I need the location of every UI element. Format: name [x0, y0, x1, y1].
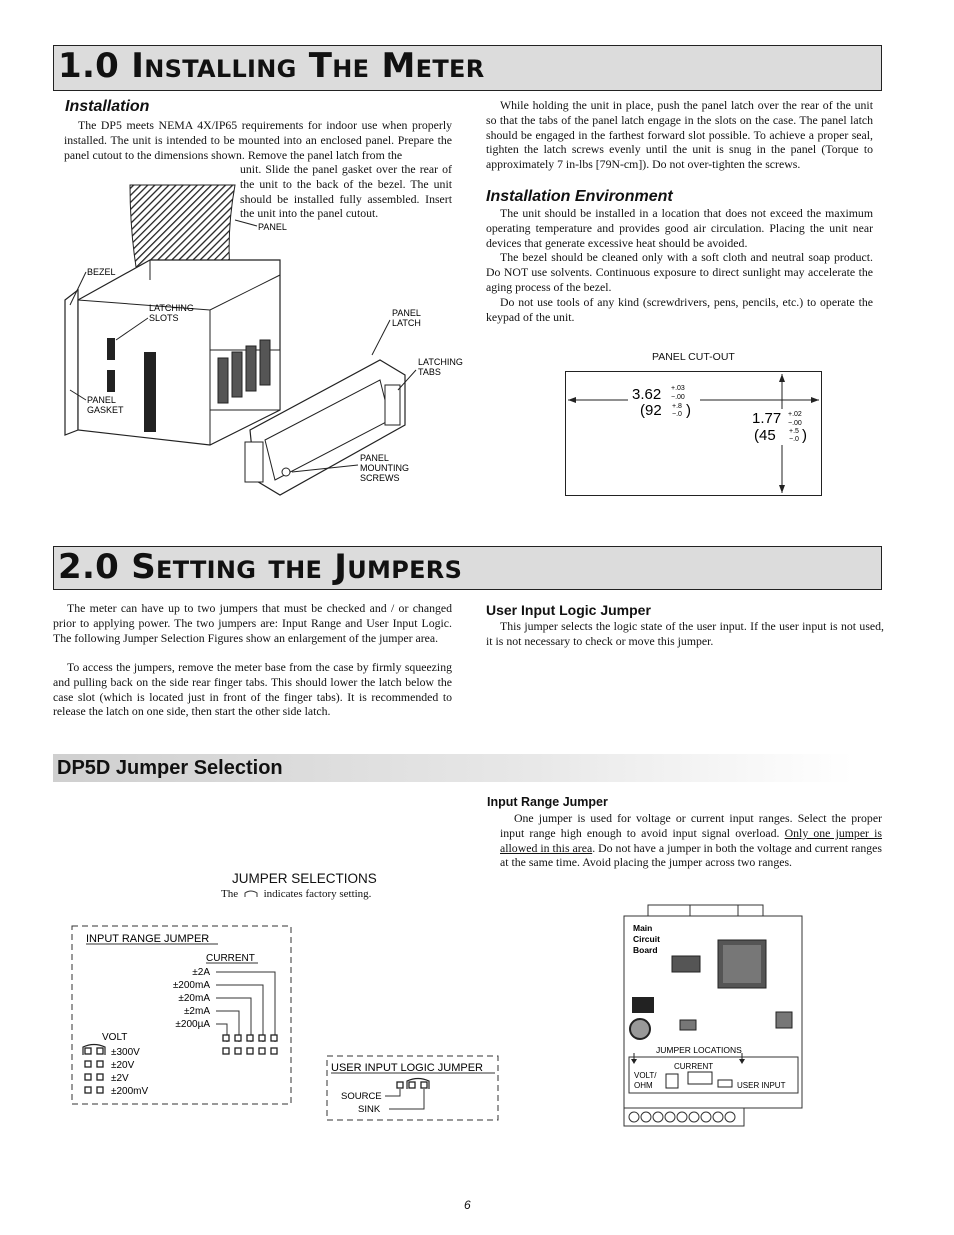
label-panel: PANEL — [258, 222, 287, 232]
cutout-height-mm-tol-minus: −.0 — [789, 436, 799, 443]
sink-label: SINK — [358, 1104, 381, 1115]
label-screws-1: PANEL — [360, 453, 389, 463]
label-latching-slots-1: LATCHING — [149, 303, 194, 313]
cutout-height-in-tol-plus: +.02 — [788, 411, 802, 418]
label-latching-slots-2: SLOTS — [149, 313, 179, 323]
main-circuit-board-figure — [620, 902, 810, 1130]
label-latching-tabs-1: LATCHING — [418, 357, 463, 367]
label-panel-gasket-1: PANEL — [87, 395, 116, 405]
board-title-1: Main — [633, 923, 653, 933]
volt-range-1: ±20V — [111, 1060, 135, 1071]
cutout-width-mm: (92 — [640, 402, 662, 419]
input-range-jumper-heading: Input Range Jumper — [487, 795, 608, 809]
label-bezel: BEZEL — [87, 267, 116, 277]
cutout-height-in: 1.77 — [752, 410, 782, 427]
installation-figure — [60, 180, 480, 510]
jumper-locations-label: JUMPER LOCATIONS — [656, 1045, 742, 1055]
current-loc-label: CURRENT — [674, 1062, 714, 1071]
installation-paragraph-b: unit. Slide the panel gasket over the rear of the unit to the back of the bezel. The unit should be installed fully assembled. Insert the unit into the panel cutout. — [240, 162, 452, 221]
terminal-block — [210, 340, 280, 410]
chip-small-3 — [776, 1012, 792, 1028]
source-label: SOURCE — [341, 1091, 382, 1102]
section-1-header — [53, 45, 882, 91]
current-range-0: ±2A — [192, 967, 210, 978]
section-1-title: 1.0 Installing The Meter — [58, 46, 485, 86]
volt-range-0: ±300V — [111, 1047, 140, 1058]
jumpers-paragraph-2: To access the jumpers, remove the meter base from the case by firmly squeezing and pulling back on the side rear finger tabs. This should lower the latch below the case slot (which is located just in front of the finger tabs). It is recommended to release the latch on one side, then start the other side latch. — [53, 660, 452, 719]
cutout-width-mm-close: ) — [686, 402, 691, 419]
label-screws-2: MOUNTING — [360, 463, 409, 473]
environment-paragraph-3: Do not use tools of any kind (screwdrivers, pens, pencils, etc.) to operate the keypad of the unit. — [486, 295, 873, 324]
cutout-width-in-tol-minus: −.00 — [671, 394, 685, 401]
dp5d-header — [53, 754, 853, 782]
chip-small-1 — [672, 956, 700, 972]
current-range-3: ±2mA — [183, 1006, 210, 1017]
board-capacitor — [630, 1019, 650, 1039]
dp5d-title: DP5D Jumper Selection — [57, 757, 283, 779]
cutout-height-mm: (45 — [754, 427, 776, 444]
user-logic-pins — [397, 1082, 427, 1088]
section-2-title: 2.0 Setting the Jumpers — [58, 547, 463, 587]
user-input-jumper-block — [718, 1080, 732, 1087]
cutout-height-in-tol-minus: −.00 — [788, 420, 802, 427]
current-jumper-block — [688, 1072, 712, 1084]
user-input-logic-paragraph: This jumper selects the logic state of the user input. If the user input is not used, it is not necessary to check or move this jumper. — [486, 619, 884, 648]
note-post: indicates factory setting. — [263, 888, 372, 900]
board-title-2: Circuit — [633, 934, 660, 944]
user-input-logic-heading: User Input Logic Jumper — [486, 602, 651, 618]
volt-ohm-label-1: VOLT/ — [634, 1071, 657, 1080]
input-range-text-b: . Do not have a jumper in both the voltage and current ranges at the same time. Avoid placing the jumper across two ranges. — [500, 840, 882, 870]
environment-paragraph-1: The unit should be installed in a location that does not exceed the maximum operating temperature and provides good air circulation. Placing the unit near devices that generate excessive heat should be avoided. — [486, 206, 873, 250]
jumper-selections-note — [221, 888, 371, 900]
label-panel-latch-1: PANEL — [392, 308, 421, 318]
current-range-2: ±20mA — [178, 993, 210, 1004]
cutout-width-in-tol-plus: +.03 — [671, 385, 685, 392]
terminal-strip — [624, 1108, 744, 1126]
volt-ohm-jumper-block — [666, 1074, 678, 1088]
cutout-width-mm-tol-plus: +.8 — [672, 403, 682, 410]
current-label: CURRENT — [206, 953, 255, 964]
input-range-text-a: One jumper is used for voltage or current input ranges. Select the proper input range high enough to avoid input signal overload. — [500, 811, 882, 840]
chip-small-2 — [680, 1020, 696, 1030]
input-range-text-underlined: Only one jumper is allowed in this area — [500, 825, 883, 855]
volt-ohm-label-2: OHM — [634, 1081, 653, 1090]
label-latching-tabs-2: TABS — [418, 367, 441, 377]
installation-heading: Installation — [65, 98, 150, 115]
board-title-3: Board — [633, 945, 658, 955]
note-pre: The — [221, 888, 239, 900]
installation-paragraph-a: The DP5 meets NEMA 4X/IP65 requirements for indoor use when properly installed. The unit is intended to be mounted into an enclosed panel. Prepare the panel cutout to the dimensions shown. Remove the panel latch from the — [64, 118, 452, 162]
installation-continued-paragraph: While holding the unit in place, push the panel latch over the rear of the unit so that the tabs of the panel latch engage in the slots on the case. The panel latch should be engaged in the farthest forward slot possible. To achieve a proper seal, tighten the latch screws evenly until the unit is snug in the panel (Torque to approximately 7 in-lbs [79N-cm]). Do not over-tighten the screws. — [486, 98, 873, 172]
jumper-selections-title: JUMPER SELECTIONS — [232, 871, 377, 886]
cutout-height-mm-close: ) — [802, 427, 807, 444]
current-range-4: ±200µA — [175, 1019, 210, 1030]
input-range-jumper-paragraph — [500, 811, 882, 870]
current-range-1: ±200mA — [172, 980, 210, 991]
jumpers-paragraph-1: The meter can have up to two jumpers that must be checked and / or changed prior to applying power. The two jumpers are: Input Range and User Input Logic. The following Jumper Selection Figures show an enlargement of the jumper area. — [53, 601, 452, 645]
panel-cutout-figure — [560, 365, 830, 500]
chip-dark — [632, 997, 654, 1013]
volt-range-2: ±2V — [111, 1073, 129, 1084]
volt-range-3: ±200mV — [111, 1086, 149, 1097]
cutout-width-in: 3.62 — [632, 386, 662, 403]
environment-paragraph-2: The bezel should be cleaned only with a soft cloth and neutral soap product. Do NOT use solvents. Continuous exposure to direct sunlight may accelerate the aging process of the bezel. — [486, 250, 873, 294]
panel-cutout-title: PANEL CUT-OUT — [652, 351, 735, 363]
bezel-shape — [65, 290, 78, 435]
label-panel-gasket-2: GASKET — [87, 405, 124, 415]
page-number: 6 — [464, 1198, 471, 1212]
input-range-title: INPUT RANGE JUMPER — [86, 933, 210, 945]
volt-label: VOLT — [102, 1032, 128, 1043]
section-2-header — [53, 546, 882, 590]
label-screws-3: SCREWS — [360, 473, 400, 483]
installation-environment-heading: Installation Environment — [486, 188, 673, 205]
user-input-loc-label: USER INPUT — [737, 1081, 786, 1090]
user-logic-title: USER INPUT LOGIC JUMPER — [331, 1062, 483, 1074]
cutout-height-mm-tol-plus: +.5 — [789, 428, 799, 435]
cutout-width-mm-tol-minus: −.0 — [672, 411, 682, 418]
user-input-logic-figure — [325, 1054, 500, 1122]
label-panel-latch-2: LATCH — [392, 318, 421, 328]
input-range-jumper-figure — [70, 924, 295, 1106]
factory-setting-icon — [244, 890, 258, 898]
